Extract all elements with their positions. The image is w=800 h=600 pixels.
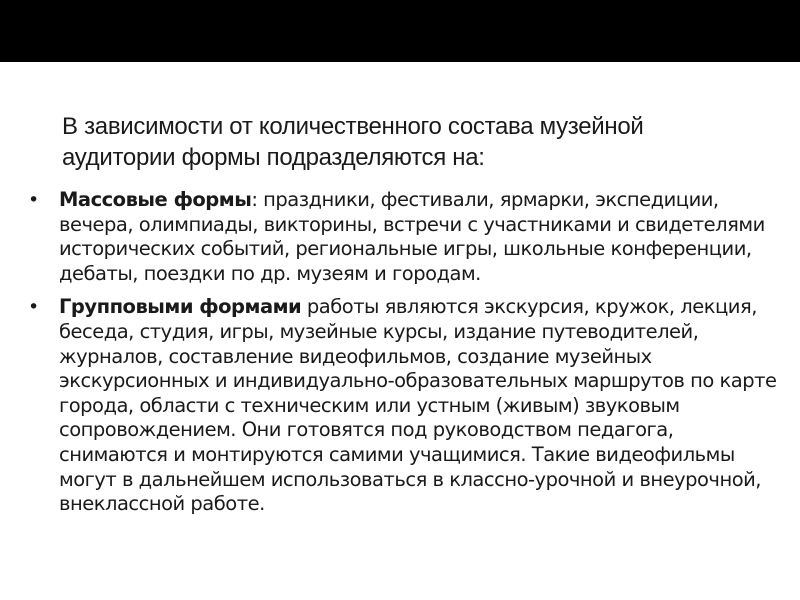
bullet-list [20, 188, 785, 526]
header-bar [0, 0, 800, 62]
slide-title: В зависимости от количественного состава музейной аудитории формы подразделяются на: [62, 113, 644, 171]
bullet-text: работы являются экскурсия, кружок, лекция, беседа, студия, игры, музейные курсы, издание путеводителей, журналов, составление видеофильмов, создание музейных экскурсионных и индивидуально-образовательных маршрутов по карте города, области с техническим или устным (живым) звуковым сопровождением. Они готовятся под руководством педагога, снимаются и монтируются самими учащимися. Такие видеофильмы могут в дальнейшем использоваться в классно-урочной и внеурочной, внеклассной работе. [59, 295, 777, 516]
bullet-lead: Массовые формы [59, 188, 252, 211]
bullet-text: : праздники, фестивали, ярмарки, экспедиции, вечера, олимпиады, викторины, встречи с участниками и свидетелями исторических событий, региональные игры, школьные конференции, дебаты, поездки по др. музеям и городам. [59, 188, 765, 285]
bullet-lead: Групповыми формами [59, 295, 302, 319]
bullet-icon: • [28, 296, 39, 319]
bullet-icon: • [28, 189, 39, 211]
bullet-item-group-forms [20, 295, 785, 516]
bullet-item-mass-forms [20, 188, 785, 286]
